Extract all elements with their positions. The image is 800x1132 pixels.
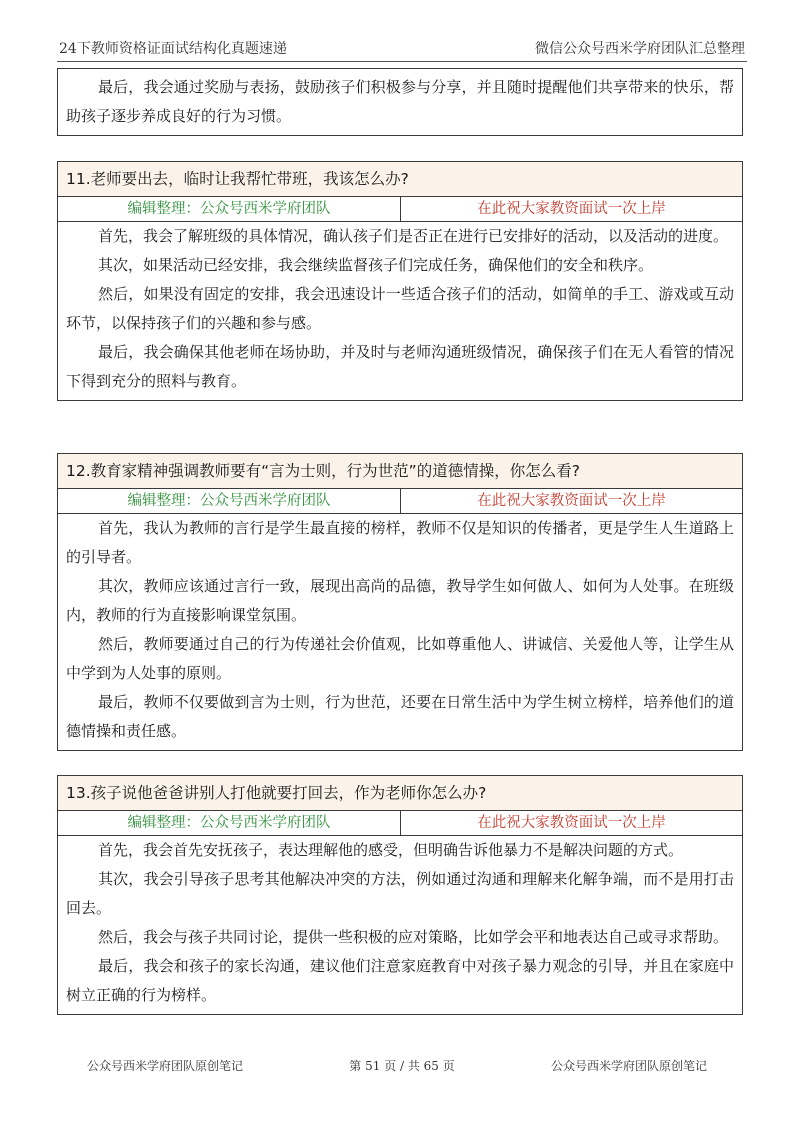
blessing-text: 在此祝大家教资面试一次上岸 <box>477 493 666 509</box>
answer-paragraph: 然后，我会与孩子共同讨论，提供一些积极的应对策略，比如学会平和地表达自己或寻求帮助。 <box>98 928 729 946</box>
blessing-text: 在此祝大家教资面试一次上岸 <box>477 815 666 831</box>
answer-paragraph: 最后，我会通过奖励与表扬，鼓励孩子们积极参与分享，并且随时提醒他们共享带来的快乐，帮助孩子逐步养成良好的行为习惯。 <box>66 78 734 125</box>
question-box-12 <box>57 453 743 751</box>
page-header <box>57 36 747 62</box>
question-title: 11.老师要出去，临时让我帮忙带班，我该怎么办? <box>58 162 742 197</box>
answer-paragraph: 首先，我认为教师的言行是学生最直接的榜样，教师不仅是知识的传播者，更是学生人生道路上的引导者。 <box>66 519 734 566</box>
header-source: 微信公众号西米学府团队汇总整理 <box>535 41 745 57</box>
answer-paragraph: 然后，教师要通过自己的行为传递社会价值观，比如尊重他人、讲诚信、关爱他人等，让学生从中学到为人处事的原则。 <box>66 635 734 682</box>
answer-paragraph: 其次，如果活动已经安排，我会继续监督孩子们完成任务，确保他们的安全和秩序。 <box>98 256 654 274</box>
editor-credit: 编辑整理：公众号西米学府团队 <box>58 197 401 221</box>
question-title: 13.孩子说他爸爸讲别人打他就要打回去，作为老师你怎么办? <box>58 776 742 811</box>
answer-paragraph: 然后，如果没有固定的安排，我会迅速设计一些适合孩子们的活动，如简单的手工、游戏或互动环节，以保持孩子们的兴趣和参与感。 <box>66 285 734 332</box>
editor-credit: 编辑整理：公众号西米学府团队 <box>58 811 401 835</box>
answer-paragraph: 其次，教师应该通过言行一致，展现出高尚的品德，教导学生如何做人、如何为人处事。在班级内，教师的行为直接影响课堂氛围。 <box>66 577 734 624</box>
answer-paragraph: 首先，我会首先安抚孩子，表达理解他的感受，但明确告诉他暴力不是解决问题的方式。 <box>98 841 684 859</box>
editor-row <box>58 811 742 836</box>
editor-row <box>58 489 742 514</box>
answer-paragraph: 最后，我会和孩子的家长沟通，建议他们注意家庭教育中对孩子暴力观念的引导，并且在家庭中树立正确的行为榜样。 <box>66 957 734 1004</box>
question-box-11 <box>57 161 743 401</box>
question-box-13 <box>57 775 743 1015</box>
answer-paragraph: 其次，我会引导孩子思考其他解决冲突的方法，例如通过沟通和理解来化解争端，而不是用打击回去。 <box>66 870 734 917</box>
answer-paragraph: 最后，教师不仅要做到言为士则，行为世范，还要在日常生活中为学生树立榜样，培养他们的道德情操和责任感。 <box>66 693 734 740</box>
answer-paragraph: 首先，我会了解班级的具体情况，确认孩子们是否正在进行已安排好的活动，以及活动的进度。 <box>98 227 729 245</box>
header-title: 24下教师资格证面试结构化真题速递 <box>59 41 287 57</box>
editor-credit: 编辑整理：公众号西米学府团队 <box>58 489 401 513</box>
blessing-text: 在此祝大家教资面试一次上岸 <box>477 201 666 217</box>
page-number: 第 51 页 / 共 65 页 <box>349 1059 455 1073</box>
footer-left: 公众号西米学府团队原创笔记 <box>87 1059 244 1073</box>
footer-right: 公众号西米学府团队原创笔记 <box>550 1059 707 1073</box>
editor-row <box>58 197 742 222</box>
question-title: 12.教育家精神强调教师要有“言为士则，行为世范”的道德情操，你怎么看? <box>58 454 742 489</box>
previous-answer-box <box>57 68 743 136</box>
answer-paragraph: 最后，我会确保其他老师在场协助，并及时与老师沟通班级情况，确保孩子们在无人看管的情况下得到充分的照料与教育。 <box>66 343 734 390</box>
